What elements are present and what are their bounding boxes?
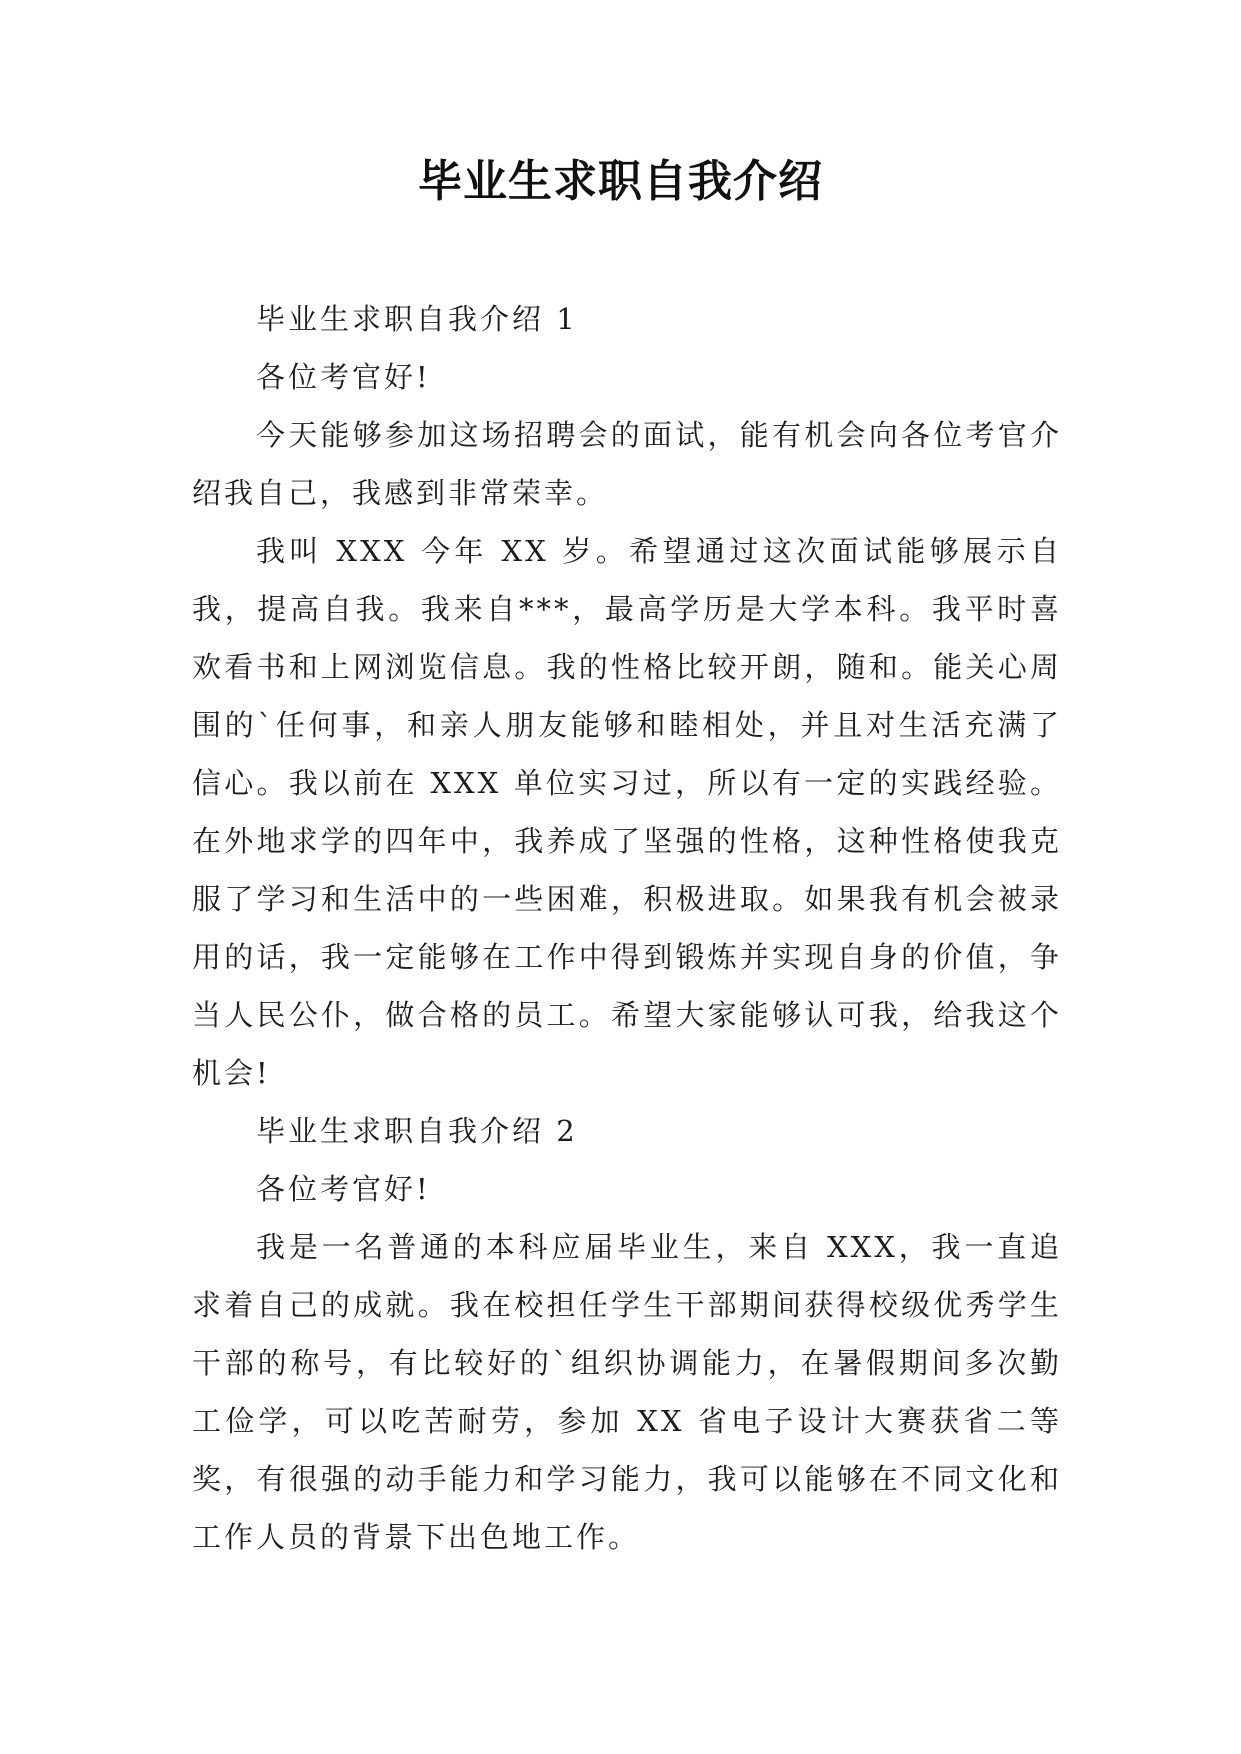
section-1 — [192, 290, 1062, 1102]
section-heading: 毕业生求职自我介绍 1 — [256, 302, 578, 336]
document-title: 毕业生求职自我介绍 — [418, 156, 823, 207]
body-paragraph: 我是一名普通的本科应届毕业生，来自 XXX，我一直追求着自己的成就。我在校担任学生干部期间获得校级优秀学生干部的称号，有比较好的`组织协调能力，在暑假期间多次勤工俭学，可以吃苦耐劳，参加 XX 省电子设计大赛获省二等奖，有很强的动手能力和学习能力，我可以能够在不同文化和工作人员的背景下出色地工作。 — [192, 1230, 1062, 1554]
body-paragraph: 我叫 XXX 今年 XX 岁。希望通过这次面试能够展示自我，提高自我。我来自***，最高学历是大学本科。我平时喜欢看书和上网浏览信息。我的性格比较开朗，随和。能关心周围的`任何事，和亲人朋友能够和睦相处，并且对生活充满了信心。我以前在 XXX 单位实习过，所以有一定的实践经验。在外地求学的四年中，我养成了坚强的性格，这种性格使我克服了学习和生活中的一些困难，积极进取。如果我有机会被录用的话，我一定能够在工作中得到锻炼并实现自身的价值，争当人民公仆，做合格的员工。希望大家能够认可我，给我这个机会! — [192, 534, 1062, 1090]
document-body — [192, 290, 1062, 1566]
section-heading: 毕业生求职自我介绍 2 — [256, 1114, 578, 1148]
greeting-paragraph: 各位考官好! — [256, 1172, 431, 1206]
section-2 — [192, 1102, 1062, 1566]
greeting-paragraph: 各位考官好! — [256, 360, 431, 394]
body-paragraph: 今天能够参加这场招聘会的面试，能有机会向各位考官介绍我自己，我感到非常荣幸。 — [192, 418, 1062, 510]
